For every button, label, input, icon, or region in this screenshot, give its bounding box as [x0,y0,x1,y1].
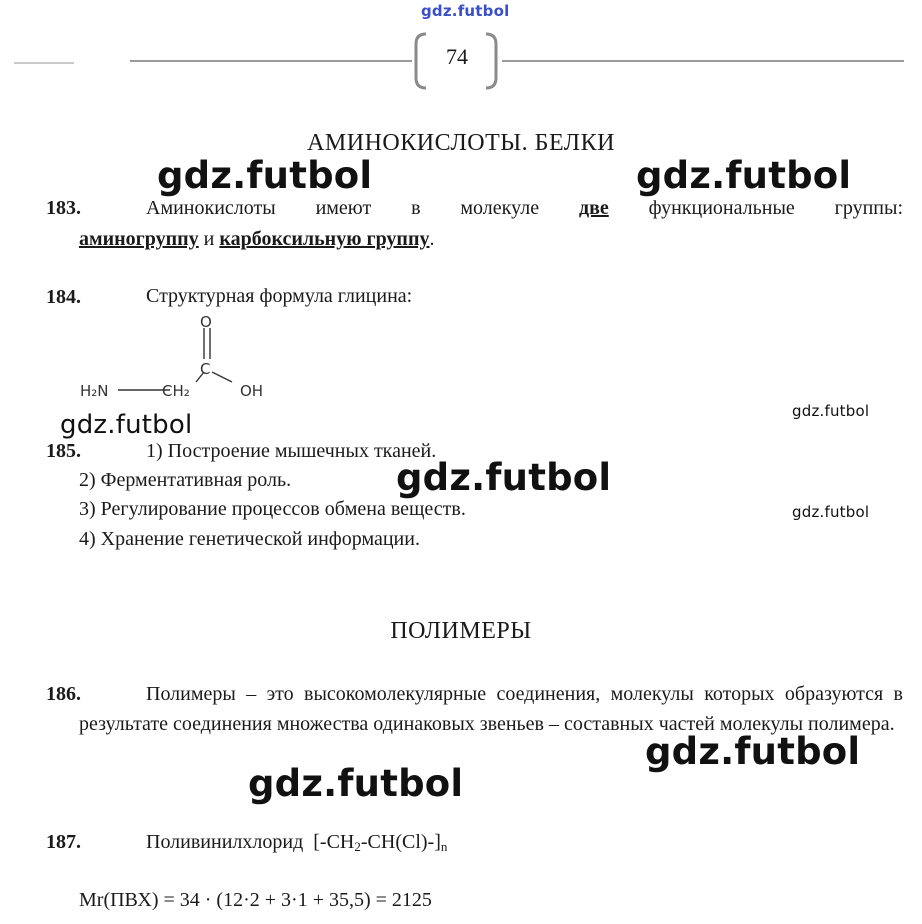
question-number-184: 184. [46,286,81,308]
watermark: gdz.futbol [60,410,193,440]
watermark: gdz.futbol [157,154,373,197]
watermark: gdz.futbol [396,456,612,499]
q187-formula [313,831,447,853]
formula-subscript: n [440,839,448,854]
q185-item-2: 2) Ферментативная роль. [79,469,292,491]
q187-label: Поливинилхлорид [146,831,304,853]
q185-item-1: 1) Построение мышечных тканей. [146,440,437,462]
watermark: gdz.futbol [248,762,464,805]
top-watermark: gdz.futbol [421,2,510,20]
watermark: gdz.futbol [645,730,861,773]
q183-text: функциональные группы: [648,197,903,219]
q183-text: и [203,228,215,250]
atom-oh: OH [240,382,264,400]
question-number-185: 185. [46,440,81,462]
q183-text: . [429,228,435,250]
question-number-187: 187. [46,831,81,853]
atom-c: C [200,360,211,378]
q183-answer-amino: аминогруппу [79,228,199,250]
q183-line-1 [146,193,903,223]
q183-text: Аминокислоты имеют в молекуле [146,197,540,219]
question-number-183: 183. [46,197,81,219]
q183-line-2 [79,228,434,251]
q184-text: Структурная формула глицина: [146,285,413,307]
section-title-amino: АМИНОКИСЛОТЫ. БЕЛКИ [307,130,615,156]
header-rule-right [502,60,904,62]
q187-molar-mass: Mr(ПВХ) = 34 · (12·2 + 3·1 + 35,5) = 2125 [79,889,432,911]
formula-part: [-CH [313,831,355,853]
header-rule-left [130,60,412,62]
q185-item-3: 3) Регулирование процессов обмена веществ. [79,498,466,520]
section-title-polymers: ПОЛИМЕРЫ [390,618,532,644]
formula-subscript: 2 [354,839,361,854]
watermark: gdz.futbol [636,154,852,197]
q183-answer-two: две [578,197,609,219]
header-rule-left-faint [14,62,74,64]
atom-o: O [200,313,212,331]
q185-item-4: 4) Хранение генетической информации. [79,528,420,550]
watermark: gdz.futbol [792,402,870,420]
watermark: gdz.futbol [792,503,870,521]
question-number-186: 186. [46,683,81,705]
formula-part: -CH(Cl)-] [360,831,441,853]
page-number: 74 [446,44,468,69]
atom-ch2: CH₂ [162,382,190,400]
q183-answer-carboxyl: карбоксильную группу [219,228,430,250]
q186-text: Полимеры – это высокомолекулярные соединения, молекулы которых образуются в результате соединения множества одинаковых звеньев – составных частей молекулы полимера. [79,683,903,735]
q187-line [146,831,447,855]
atom-h2n: H₂N [80,382,109,400]
